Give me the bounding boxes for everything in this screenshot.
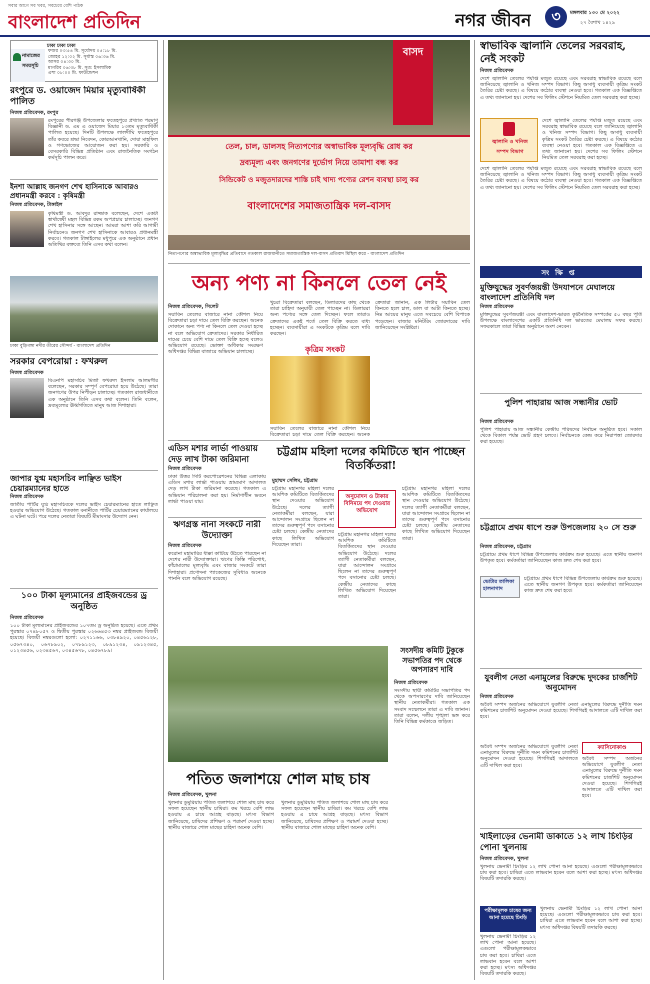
byline-brief-4: নিজস্ব প্রতিবেদক — [480, 694, 514, 700]
banner-line: সিন্ডিকেট ও মজুতদারদের শাস্তি চাই খাদ্য পণ্যের রেশন ব্যবস্থা চালু কর — [219, 175, 419, 184]
body-fuel-3: দেশে জ্বালানি তেলের পর্যাপ্ত মজুত রয়েছে এবং সরবরাহ স্বাভাবিক রয়েছে বলে জানিয়েছে জ্বালানি ও খনিজ সম্পদ বিভাগ। কিছু অসাধু ব্যবসায়ী কৃত্রিম সংকট তৈরির চেষ্টা করছে। এ বিষয়ে কঠোর ব্যবস্থা নেওয়া হবে। গতকাল এক বিজ্ঞপ্তিতে এ তথ্য জানানো হয়। দেশের সব ফিলিং স্টেশনে নিয়মিত তেল সরবরাহ করা হচ্ছে। — [480, 166, 642, 191]
body-japa: জাতীয় পার্টির যুগ্ম মহাসচিবকে দলের ভাইস চেয়ারম্যানের হাতে লাঞ্ছিত হওয়ার অভিযোগ উঠেছে। গতকাল বনানীতে পার্টির চেয়ারম্যানের কার্যালয়ে এ ঘটনা ঘটে। পরে দলের নেতারা বিষয়টি মীমাংসার উদ্যোগ নেন। — [10, 502, 158, 521]
rule — [10, 354, 158, 355]
oil-bottles-photo — [270, 356, 370, 424]
rule — [168, 517, 266, 518]
headline-tuku: সংসদীয় কমিটি টুকুকে সভাপতির পদ থেকে অপসারণ দাবি — [400, 646, 464, 674]
rule — [480, 828, 642, 829]
page-number-badge — [545, 6, 567, 28]
body-oil-3: ক্রেতারা জানান, এক লিটার সয়াবিন তেল কিনতে হলে চাল, ডাল বা আটা কিনতে হচ্ছে। নিম্ন আয়ের মানুষ এতে সবচেয়ে বেশি বিপাকে পড়েছেন। বাজার মনিটরিং জোরদারের দাবি জানিয়েছেন সংশ্লিষ্টরা। — [375, 300, 470, 331]
byline-women-entrepreneurs: নিজস্ব প্রতিবেদক — [168, 543, 202, 549]
byline-prizebond: নিজস্ব প্রতিবেদক — [10, 615, 44, 621]
prayer-label-1: নামাজের — [22, 53, 40, 59]
byline-fuel: নিজস্ব প্রতিবেদক — [480, 68, 514, 74]
masthead-logo: বাংলাদেশ প্রতিদিন — [8, 12, 141, 33]
headline-brief-1: মুক্তিযুদ্ধের সুবর্ণজয়ন্তী উদযাপনে মেঘালয়ে বাংলাদেশ প্রতিনিধি দল — [480, 282, 615, 302]
body-fakhrul: বিএনপি মহাসচিব মির্জা ফখরুল ইসলাম আলমগীর বলেছেন, সরকার সম্পূর্ণ বেপরোয়া হয়ে উঠেছে। তারা জনগণের উপর নিপীড়ন চালাচ্ছে। গতকাল রাজধানীতে এক অনুষ্ঠানে তিনি এসব কথা বলেন। তিনি বলেন, দ্রব্যমূল্যের ঊর্ধ্বগতিতে মানুষ আজ দিশাহারা। — [48, 378, 158, 409]
casino-label-box — [582, 742, 642, 754]
banner-vertical — [393, 40, 433, 125]
byline-rangpur: নিজস্ব প্রতিবেদক, রংপুর — [10, 110, 59, 116]
headline-women-entrepreneurs: ঋণগ্রস্ত নানা সংকটে নারী উদ্যোক্তা — [173, 520, 261, 541]
body-women-entrepreneurs: করোনা মহামারির ধাক্কা কাটিয়ে উঠতে পারছেন না দেশের নারী উদ্যোক্তারা। ঋণের কিস্তি পরিশোধ, কাঁচামালের মূল্যবৃদ্ধি এবং বাজার সংকটে তারা দিশাহারা। প্রণোদনা প্যাকেজের সুবিধাও অনেকে পাননি বলে অভিযোগ রয়েছে। — [168, 551, 266, 582]
prayer-times-box — [10, 40, 158, 82]
body-brief-3b: চট্টগ্রামে প্রথম ধাপে বিভিন্ন উপজেলায় কার্যক্রম শুরু হয়েছে। এতে স্থানীয় জনগণ উপকৃত হবে। কর্মকর্তারা জানিয়েছেন কাজ দ্রুত শেষ করা হবে। — [524, 576, 642, 595]
prayer-row: জোহর ১২:০২ মি. সূর্যাস্ত ০৬:৩৬ মি. — [48, 54, 116, 60]
rule — [10, 179, 158, 180]
pull-quote: অনুমোদন ও টাকার বিনিময়ে পদ দেওয়ার অভিযোগ — [343, 494, 391, 514]
rule — [480, 518, 642, 519]
byline-brief-5: নিজস্ব প্রতিবেদক, খুলনা — [480, 856, 529, 862]
voter-list-label-box — [480, 576, 520, 598]
banner-line: দ্রব্যমূল্য এবং জনগণের দুর্ভোগ নিয়ে তামাশা বন্ধ কর — [239, 158, 399, 167]
headline-fuel: স্বাভাবিক জ্বালানি তেলের সরবরাহ, নেই সংকট — [480, 40, 626, 65]
body-brief-5: খুলনায় ভেনামী চিংড়ির ১২ লাখ পোনা আনা হয়েছে। এগুলো পরীক্ষামূলকভাবে চাষ করা হবে। চাষিরা এতে লাভবান হবেন বলে আশা করা হচ্ছে। মৎস্য অধিদপ্তর বিষয়টি তদারকি করছে। — [480, 864, 642, 883]
voter-list-label: ভোটার তালিকা হালনাগাদ — [483, 579, 515, 592]
masthead — [0, 0, 650, 36]
headline-fakhrul: সরকার বেপরোয়া : ফখরুল — [10, 357, 108, 367]
body-mohila-dal-1: চট্টগ্রাম মহানগর মহিলা দলের আংশিক কমিটিতে বিতর্কিতদের স্থান দেওয়ার অভিযোগ উঠেছে। দলের ত্যাগী নেতাকর্মীরা বলছেন, যারা আন্দোলন সংগ্রামে ছিলেন না তাদের গুরুত্বপূর্ণ পদে বসানোর চেষ্টা চলছে। কেন্দ্রীয় নেতাদের কাছে লিখিত অভিযোগ দিয়েছেন তারা। — [272, 486, 334, 548]
body-brief-4b: অবৈধ সম্পদ অর্জনের অভিযোগে যুবলীগ নেতা এনামুলের বিরুদ্ধে দুর্নীতি দমন কমিশনের চার্জশিট অনুমোদন দেওয়া হয়েছে। শিগগিরই আদালতে এটি দাখিল করা হবে। — [480, 744, 578, 769]
column-divider — [474, 40, 475, 980]
byline-fakhrul: নিজস্ব প্রতিবেদক — [10, 370, 44, 376]
rule — [10, 470, 158, 471]
rule — [10, 588, 158, 589]
byline-brief-1: নিজস্ব প্রতিবেদক — [480, 304, 514, 310]
banner-vertical-text: বাসদ — [402, 47, 424, 58]
banner-line: তেল, চাল, ডালসহ নিত্যপণ্যের অস্বাভাবিক মূল্যবৃদ্ধি রোধ কর — [225, 142, 413, 151]
page-number: ৩ — [551, 9, 561, 25]
body-fish-1: খুলনার ডুমুরিয়ায় পতিত জলাশয়ে শোল মাছ চাষ করে সফল হয়েছেন স্থানীয় চাষিরা। কম খরচে বেশি লাভ হওয়ায় এ চাষে আগ্রহ বাড়ছে। মৎস্য বিভাগ জানিয়েছে, চাষিদের প্রশিক্ষণ ও পরামর্শ দেওয়া হচ্ছে। স্থানীয় বাজারে শোল মাছের চাহিদা অনেক বেশি। — [168, 800, 274, 831]
shrimp-label: পরীক্ষামূলক চাষের জন্য আনা হয়েছে চিংড়ি — [484, 908, 532, 921]
headline-brief-2: পুলিশ পাহারায় আজ সন্ধানীর ভোট — [504, 397, 618, 407]
protest-banner — [168, 135, 470, 235]
rule — [480, 393, 642, 394]
pump-icon — [503, 122, 515, 136]
banner-line: বাংলাদেশের সমাজতান্ত্রিক দল-বাসদ — [247, 201, 391, 212]
masthead-rule — [0, 35, 650, 37]
shrimp-label-box — [480, 906, 536, 932]
body-brief-5b: খুলনায় ভেনামী চিংড়ির ১২ লাখ পোনা আনা হয়েছে। এগুলো পরীক্ষামূলকভাবে চাষ করা হবে। চাষিরা এতে লাভবান হবেন বলে আশা করা হচ্ছে। মৎস্য অধিদপ্তর বিষয়টি তদারকি করছে। — [540, 906, 642, 931]
body-fuel-2: দেশে জ্বালানি তেলের পর্যাপ্ত মজুত রয়েছে এবং সরবরাহ স্বাভাবিক রয়েছে বলে জানিয়েছে জ্বালানি ও খনিজ সম্পদ বিভাগ। কিছু অসাধু ব্যবসায়ী কৃত্রিম সংকট তৈরির চেষ্টা করছে। এ বিষয়ে কঠোর ব্যবস্থা নেওয়া হবে। গতকাল এক বিজ্ঞপ্তিতে এ তথ্য জানানো হয়। দেশের সব ফিলিং স্টেশনে নিয়মিত তেল সরবরাহ করা হচ্ছে। — [542, 118, 642, 162]
headline-prizebond: ১০০ টাকা মূল্যমানের প্রাইজবন্ডের ড্র অনুষ্ঠিত — [21, 591, 147, 612]
body-mohila-dal-2: চট্টগ্রাম মহানগর মহিলা দলের আংশিক কমিটিতে বিতর্কিতদের স্থান দেওয়ার অভিযোগ উঠেছে। দলের ত্যাগী নেতাকর্মীরা বলছেন, যারা আন্দোলন সংগ্রামে ছিলেন না তাদের গুরুত্বপূর্ণ পদে বসানোর চেষ্টা চলছে। কেন্দ্রীয় নেতাদের কাছে লিখিত অভিযোগ দিয়েছেন তারা। — [338, 532, 396, 601]
masthead-tagline: সবার আগে সব খবর, সবচেয়ে বেশি পাঠক — [8, 4, 84, 9]
byline-aedes: নিজস্ব প্রতিবেদক — [168, 466, 202, 472]
date-line: মঙ্গলবার ১৩০ মে ২০২২ — [570, 10, 620, 16]
body-hasina: কৃষিমন্ত্রী ড. আবদুর রাজ্জাক বলেছেন, দেশে একটা স্বার্থান্বেষী মহল বিভিন্ন রকম অপপ্রচার চালাচ্ছে। জনগণ শেখ হাসিনার সঙ্গে আছেন। আমরা আশা করি আগামী নির্বাচনেও জনগণ শেখ হাসিনাকে আবারও প্রধানমন্ত্রী করবে। গতকাল টাঙ্গাইলের মধুপুরে এক অনুষ্ঠানে প্রধান অতিথির বক্তব্যে তিনি এসব কথা বলেন। — [48, 211, 158, 249]
protest-photo — [168, 40, 470, 250]
rule — [480, 668, 642, 669]
body-oil-2: খুচরা বিক্রেতারা বলছেন, ডিলারদের কাছ থেকে তারা চাহিদা অনুযায়ী তেল পাচ্ছেন না। ডিলাররা অন্য পণ্যের সঙ্গে তেল দিচ্ছেন। ফলে তারাও ক্রেতাদের একই শর্তে তেল বিক্রি করতে বাধ্য হচ্ছেন। ব্যবসায়ীরা এ সংকটকে কৃত্রিম বলে দাবি করছেন। — [270, 300, 370, 338]
portrait-photo — [10, 118, 44, 156]
byline-japa: নিজস্ব প্রতিবেদক — [10, 494, 44, 500]
mosque-icon — [13, 53, 21, 61]
brief-banner — [480, 266, 642, 278]
protest-photo-caption: নিত্যপণ্যের অস্বাভাবিক মূল্যবৃদ্ধির প্রতিবাদে গতকাল রাজধানীতে সমাজতান্ত্রিক দল-বাসদ প্রতিবাদ মিছিল করে - বাংলাদেশ প্রতিদিন — [168, 252, 405, 257]
prayer-rows — [48, 49, 158, 77]
headline-japa: জাপার যুগ্ম মহাসচিব লাঞ্ছিত ভাইস চেয়ারম্যানের হাতে — [10, 473, 122, 493]
fish-farm-photo — [168, 646, 388, 762]
byline-tuku: নিজস্ব প্রতিবেদক — [394, 680, 428, 686]
byline-oil: নিজস্ব প্রতিবেদক, সিলেট — [168, 304, 219, 310]
river-photo-caption: ঢাকা বুড়িগঙ্গা নদীর তীরের সৌন্দর্য - বাংলাদেশ প্রতিদিন — [10, 344, 111, 349]
crisis-label: কৃত্রিম সংকট — [305, 344, 345, 354]
body-oil-1: সয়াবিন তেলের বাজারে নানা কৌশল নিয়ে বিক্রেতারা চড়া দামে তেল বিক্রি করছেন। অনেক দোকানে অন্য পণ্য না কিনলে তেল দেওয়া হচ্ছে না বলে অভিযোগ ক্রেতাদের। সরকার নির্ধারিত দামের চেয়ে বেশি দামে তেল বিক্রি হচ্ছে বলেও অভিযোগ রয়েছে। ভোক্তা অধিকার সংরক্ষণ অধিদপ্তর বিভিন্ন বাজারে অভিযান চালাচ্ছে। — [168, 312, 263, 356]
body-aedes: ঢাকা উত্তর সিটি করপোরেশনের বিভিন্ন এলাকায় এডিস মশার লার্ভা পাওয়ায় ভ্রাম্যমাণ আদালত দেড় লাখ টাকা জরিমানা করেছে। গতকাল এ অভিযান পরিচালনা করা হয়। নির্মাণাধীন ভবনে লার্ভা পাওয়া যায়। — [168, 474, 266, 505]
body-brief-2: পুলিশ পাহারায় আজ সন্ধানীর কেন্দ্রীয় পরিষদের নির্বাচন অনুষ্ঠিত হবে। সকাল থেকে বিকাল পর্যন্ত ভোট গ্রহণ চলবে। নির্বাচনকে কেন্দ্র করে নিরাপত্তা জোরদার করা হয়েছে। — [480, 427, 642, 446]
fuel-inset — [480, 118, 538, 162]
body-fish-2: খুলনার ডুমুরিয়ায় পতিত জলাশয়ে শোল মাছ চাষ করে সফল হয়েছেন স্থানীয় চাষিরা। কম খরচে বেশি লাভ হওয়ায় এ চাষে আগ্রহ বাড়ছে। মৎস্য বিভাগ জানিয়েছে, চাষিদের প্রশিক্ষণ ও পরামর্শ দেওয়া হচ্ছে। স্থানীয় বাজারে শোল মাছের চাহিদা অনেক বেশি। — [281, 800, 388, 831]
river-photo — [10, 276, 158, 342]
byline-fish: নিজস্ব প্রতিবেদক, খুলনা — [168, 792, 217, 798]
body-rangpur: রংপুরের পীরগঞ্জ উপজেলার ফতেহপুরে প্রখ্যাত পরমাণু বিজ্ঞানী ড. এম এ ওয়াজেদ মিয়ার ১৩তম মৃত্যুবার্ষিকী পালিত হয়েছে। দিনটি উপলক্ষে লালদীঘি ফতেহপুরে তাঁর কবরে শ্রদ্ধা নিবেদন, কোরআনখানি, দোয়া মাহফিল ও গণভোজের আয়োজন করা হয়। সরকারি ও বেসরকারি বিভিন্ন প্রতিষ্ঠান এবং রাজনৈতিক সংগঠন কর্মসূচি পালন করে। — [48, 118, 158, 162]
section-title: নগর জীবন — [455, 11, 532, 31]
byline-brief-2: নিজস্ব প্রতিবেদক — [480, 419, 514, 425]
body-brief-4: অবৈধ সম্পদ অর্জনের অভিযোগে যুবলীগ নেতা এনামুলের বিরুদ্ধে দুর্নীতি দমন কমিশনের চার্জশিট অনুমোদন দেওয়া হয়েছে। শিগগিরই আদালতে এটি দাখিল করা হবে। — [480, 702, 642, 721]
headline-mohila-dal: চট্টগ্রাম মহিলা দলের কমিটিতে স্থান পাচ্ছেন বিতর্কিতরা! — [276, 445, 466, 472]
brief-label: সংক্ষিপ্ত — [541, 269, 581, 277]
byline-brief-3: নিজস্ব প্রতিবেদক, চট্টগ্রাম — [480, 544, 531, 550]
body-brief-4c: অবৈধ সম্পদ অর্জনের অভিযোগে যুবলীগ নেতা এনামুলের বিরুদ্ধে দুর্নীতি দমন কমিশনের চার্জশিট অনুমোদন দেওয়া হয়েছে। শিগগিরই আদালতে এটি দাখিল করা হবে। — [582, 756, 642, 800]
column-divider — [163, 40, 164, 980]
headline-brief-3: চট্টগ্রামে প্রথম ধাপে শুরু উপজেলায় ২০ সে শুরু — [480, 522, 636, 532]
body-prizebond: ১০০ টাকা মূল্যমানের প্রাইজবন্ডের ১০৭তম ড্র অনুষ্ঠিত হয়েছে। এতে প্রথম পুরস্কার ০৭৪৮০৫৭ ও দ্বিতীয় পুরস্কার ০২৬৬৪৫৩ নম্বর প্রাইজবন্ড বিজয়ী হয়েছে। বিজয়ী নম্বরগুলো হলো: ০২৭১১৬৬, ০৩৮৪৯২০, ০৪৫৬১২৮, ০৫৬৭৩৪০, ০৬৭৮৯০২, ০৭৮৯১২৩, ০৮৯১২৩৪, ০৯১২৩৪৫, ০১২৩৪৫৬, ০২৩৪৫৬৭, ০৩৪৫৬৭৮, ০৪৫৬৭৮৯। — [10, 623, 158, 654]
date-line-bangla: ২৭ বৈশাখ ১৪২৯ — [580, 20, 616, 26]
rule — [168, 263, 470, 264]
fuel-inset-line1: জ্বালানি ও খনিজ — [492, 139, 528, 145]
prayer-row: মাগরিব ০৬:৩৮ মি. সূত্র: ইসলামিক — [48, 65, 112, 71]
body-brief-1: মুক্তিযুদ্ধের সুবর্ণজয়ন্তী এবং বাংলাদেশ-ভারত কূটনৈতিক সম্পর্কের ৫০ বছর পূর্তি উপলক্ষে বাংলাদেশের একটি প্রতিনিধি দল ভারতের মেঘালয় সফর করছে। সফরকালে তারা বিভিন্ন অনুষ্ঠানে অংশ নেবেন। — [480, 312, 642, 331]
prayer-row: এশা ০৮:০০ মি. ফাউন্ডেশন — [48, 71, 98, 77]
headline-aedes: এডিস মশার লার্ভা পাওয়ায় দেড় লাখ টাকা জরিমানা — [168, 443, 258, 464]
pull-quote-box — [338, 490, 396, 528]
headline-brief-4: যুবলীগ নেতা এনামুলের বিরুদ্ধে দুদকের চার্জশিট অনুমোদন — [484, 672, 638, 692]
prayer-title: ঢাকা ঢাকা ঢাকা — [47, 44, 76, 49]
body-brief-5c: খুলনায় ভেনামী চিংড়ির ১২ লাখ পোনা আনা হয়েছে। এগুলো পরীক্ষামূলকভাবে চাষ করা হবে। চাষিরা এতে লাভবান হবেন বলে আশা করা হচ্ছে। মৎস্য অধিদপ্তর বিষয়টি তদারকি করছে। — [480, 934, 536, 978]
body-brief-3: চট্টগ্রামে প্রথম ধাপে বিভিন্ন উপজেলায় কার্যক্রম শুরু হয়েছে। এতে স্থানীয় জনগণ উপকৃত হবে। কর্মকর্তারা জানিয়েছেন কাজ দ্রুত শেষ করা হবে। — [480, 552, 642, 565]
casino-label: ক্যাসিনোকাণ্ড — [597, 745, 627, 751]
byline-mohila-dal: মুহাম্মদ সেলিম, চট্টগ্রাম — [272, 478, 318, 484]
prayer-row: আসর ০৪:৩০ মি. — [48, 60, 81, 66]
body-tuku: সংসদীয় স্থায়ী কমিটির সভাপতির পদ থেকে অপসারণের দাবি জানিয়েছেন স্থানীয় নেতাকর্মীরা। গতকাল এক সংবাদ সম্মেলনে তারা এ দাবি জানান। তারা বলেন, দলীয় শৃঙ্খলা ভঙ্গ করে তিনি বিভিন্ন কর্মকাণ্ডে জড়িত। — [394, 688, 470, 726]
prayer-left-panel — [11, 49, 45, 82]
byline-hasina: নিজস্ব প্রতিবেদক, টাঙ্গাইল — [10, 202, 63, 208]
prayer-label-2: সময়সূচি — [22, 63, 39, 69]
headline-rangpur: রংপুরে ড. ওয়াজেদ মিয়ার মৃত্যুবার্ষিকী পালিত — [10, 86, 146, 107]
body-oil-4: সয়াবিন তেলের বাজারে নানা কৌশল নিয়ে বিক্রেতারা চড়া দামে তেল বিক্রি করছেন। অনেক — [270, 426, 370, 438]
body-fuel-1: দেশে জ্বালানি তেলের পর্যাপ্ত মজুত রয়েছে এবং সরবরাহ স্বাভাবিক রয়েছে বলে জানিয়েছে জ্বালানি ও খনিজ সম্পদ বিভাগ। কিছু অসাধু ব্যবসায়ী কৃত্রিম সংকট তৈরির চেষ্টা করছে। এ বিষয়ে কঠোর ব্যবস্থা নেওয়া হবে। গতকাল এক বিজ্ঞপ্তিতে এ তথ্য জানানো হয়। দেশের সব ফিলিং স্টেশনে নিয়মিত তেল সরবরাহ করা হচ্ছে। — [480, 76, 642, 101]
headline-brief-5: খাইলাড়ের ভেনামী ডাকাতে ১২ লাখ চিংড়ির পোনা খুলনায় — [480, 832, 633, 853]
headline-fish: পতিত জলাশয়ে শোল মাছ চাষ — [186, 770, 370, 788]
fuel-inset-line2: সম্পদ বিভাগ — [496, 149, 524, 155]
prayer-row: ফজর ০৩:৫৪ মি. সূর্যোদয় ০৫:১৮ মি. — [48, 49, 117, 54]
fakhrul-photo — [10, 378, 44, 418]
minister-photo — [10, 211, 44, 247]
headline-oil: অন্য পণ্য না কিনলে তেল নেই — [191, 270, 447, 295]
rule — [168, 440, 470, 441]
body-mohila-dal-3: চট্টগ্রাম মহানগর মহিলা দলের আংশিক কমিটিতে বিতর্কিতদের স্থান দেওয়ার অভিযোগ উঠেছে। দলের ত্যাগী নেতাকর্মীরা বলছেন, যারা আন্দোলন সংগ্রামে ছিলেন না তাদের গুরুত্বপূর্ণ পদে বসানোর চেষ্টা চলছে। কেন্দ্রীয় নেতাদের কাছে লিখিত অভিযোগ দিয়েছেন তারা। — [402, 486, 470, 542]
headline-hasina: ইনশা আল্লাহ জনগণ শেখ হাসিনাকে আবারও প্রধানমন্ত্রী করবে : কৃষিমন্ত্রী — [10, 182, 139, 200]
